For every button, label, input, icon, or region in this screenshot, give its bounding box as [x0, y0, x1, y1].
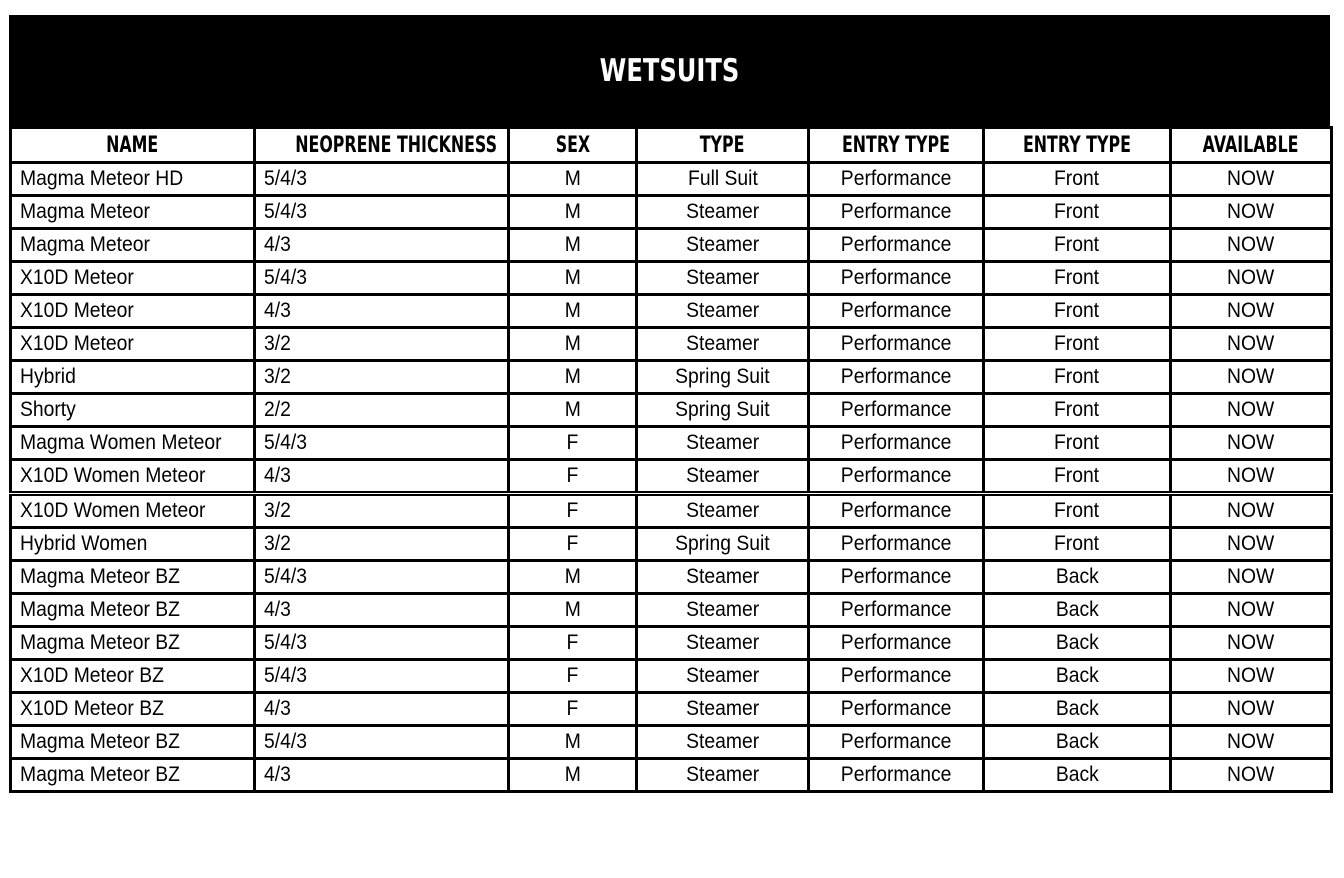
- cell-sex: F: [509, 460, 637, 494]
- cell-type: Steamer: [637, 295, 809, 328]
- cell-name: Magma Meteor HD: [11, 163, 255, 196]
- cell-available: NOW: [1171, 528, 1332, 561]
- cell-type: Steamer: [637, 759, 809, 792]
- cell-entry-type-2: Back: [984, 561, 1171, 594]
- cell-available: NOW: [1171, 759, 1332, 792]
- cell-entry-type-2: Front: [984, 229, 1171, 262]
- table-row: [11, 759, 1332, 792]
- cell-entry-type: Performance: [809, 726, 984, 759]
- cell-sex: M: [509, 229, 637, 262]
- cell-type: Steamer: [637, 627, 809, 660]
- header-row: [11, 128, 1332, 163]
- cell-entry-type-2: Front: [984, 460, 1171, 494]
- cell-type: Steamer: [637, 693, 809, 726]
- wetsuits-table-container: [9, 15, 1330, 793]
- cell-sex: F: [509, 528, 637, 561]
- cell-type: Steamer: [637, 196, 809, 229]
- cell-entry-type-2: Back: [984, 594, 1171, 627]
- table-row: [11, 660, 1332, 693]
- cell-name: X10D Meteor BZ: [11, 693, 255, 726]
- cell-neoprene-thickness: 2/2: [255, 394, 509, 427]
- cell-name: Magma Women Meteor: [11, 427, 255, 460]
- cell-available: NOW: [1171, 394, 1332, 427]
- cell-name: Hybrid: [11, 361, 255, 394]
- cell-entry-type: Performance: [809, 494, 984, 528]
- cell-entry-type: Performance: [809, 594, 984, 627]
- cell-entry-type: Performance: [809, 394, 984, 427]
- cell-entry-type: Performance: [809, 163, 984, 196]
- cell-type: Steamer: [637, 561, 809, 594]
- column-header-type: TYPE: [637, 128, 809, 163]
- cell-available: NOW: [1171, 627, 1332, 660]
- cell-sex: M: [509, 361, 637, 394]
- cell-type: Steamer: [637, 229, 809, 262]
- cell-type: Full Suit: [637, 163, 809, 196]
- table-title: WETSUITS: [154, 15, 1184, 126]
- cell-available: NOW: [1171, 460, 1332, 494]
- cell-available: NOW: [1171, 660, 1332, 693]
- wetsuits-table: [9, 126, 1333, 793]
- cell-entry-type: Performance: [809, 528, 984, 561]
- cell-name: X10D Women Meteor: [11, 460, 255, 494]
- cell-name: X10D Meteor BZ: [11, 660, 255, 693]
- cell-name: Magma Meteor: [11, 229, 255, 262]
- cell-type: Spring Suit: [637, 361, 809, 394]
- cell-type: Spring Suit: [637, 394, 809, 427]
- cell-entry-type: Performance: [809, 693, 984, 726]
- cell-neoprene-thickness: 4/3: [255, 295, 509, 328]
- cell-name: Magma Meteor BZ: [11, 627, 255, 660]
- cell-type: Steamer: [637, 460, 809, 494]
- cell-sex: F: [509, 627, 637, 660]
- cell-entry-type: Performance: [809, 196, 984, 229]
- cell-entry-type-2: Front: [984, 295, 1171, 328]
- cell-available: NOW: [1171, 594, 1332, 627]
- table-row: [11, 726, 1332, 759]
- cell-neoprene-thickness: 3/2: [255, 494, 509, 528]
- cell-entry-type: Performance: [809, 328, 984, 361]
- cell-entry-type-2: Front: [984, 494, 1171, 528]
- cell-name: Shorty: [11, 394, 255, 427]
- cell-neoprene-thickness: 4/3: [255, 759, 509, 792]
- cell-sex: M: [509, 561, 637, 594]
- cell-available: NOW: [1171, 726, 1332, 759]
- cell-available: NOW: [1171, 361, 1332, 394]
- cell-sex: M: [509, 594, 637, 627]
- table-row: [11, 594, 1332, 627]
- cell-name: Magma Meteor BZ: [11, 594, 255, 627]
- cell-available: NOW: [1171, 262, 1332, 295]
- cell-entry-type: Performance: [809, 627, 984, 660]
- cell-entry-type: Performance: [809, 427, 984, 460]
- cell-sex: M: [509, 196, 637, 229]
- cell-sex: M: [509, 295, 637, 328]
- cell-name: Magma Meteor: [11, 196, 255, 229]
- cell-entry-type: Performance: [809, 460, 984, 494]
- cell-sex: F: [509, 693, 637, 726]
- cell-name: Magma Meteor BZ: [11, 726, 255, 759]
- table-row: [11, 361, 1332, 394]
- cell-type: Steamer: [637, 660, 809, 693]
- column-header-entry-type: ENTRY TYPE: [809, 128, 984, 163]
- cell-entry-type-2: Back: [984, 627, 1171, 660]
- cell-entry-type-2: Back: [984, 693, 1171, 726]
- table-body: [11, 163, 1332, 792]
- column-header-entry-type-2: ENTRY TYPE: [984, 128, 1171, 163]
- cell-name: X10D Women Meteor: [11, 494, 255, 528]
- cell-entry-type-2: Front: [984, 262, 1171, 295]
- cell-available: NOW: [1171, 427, 1332, 460]
- cell-neoprene-thickness: 5/4/3: [255, 196, 509, 229]
- cell-neoprene-thickness: 5/4/3: [255, 561, 509, 594]
- cell-type: Steamer: [637, 328, 809, 361]
- cell-sex: M: [509, 262, 637, 295]
- table-row: [11, 528, 1332, 561]
- cell-type: Steamer: [637, 726, 809, 759]
- table-row: [11, 196, 1332, 229]
- cell-type: Steamer: [637, 494, 809, 528]
- cell-entry-type-2: Front: [984, 361, 1171, 394]
- cell-entry-type: Performance: [809, 361, 984, 394]
- column-header-neoprene-thickness: NEOPRENE THICKNESS: [255, 128, 509, 163]
- cell-neoprene-thickness: 5/4/3: [255, 163, 509, 196]
- cell-sex: M: [509, 328, 637, 361]
- table-row: [11, 394, 1332, 427]
- cell-entry-type-2: Back: [984, 726, 1171, 759]
- cell-sex: M: [509, 759, 637, 792]
- cell-entry-type-2: Front: [984, 196, 1171, 229]
- table-row: [11, 295, 1332, 328]
- cell-name: Magma Meteor BZ: [11, 561, 255, 594]
- column-header-sex: SEX: [509, 128, 637, 163]
- cell-available: NOW: [1171, 196, 1332, 229]
- table-row: [11, 229, 1332, 262]
- cell-available: NOW: [1171, 295, 1332, 328]
- cell-name: X10D Meteor: [11, 262, 255, 295]
- cell-entry-type-2: Back: [984, 759, 1171, 792]
- table-row: [11, 427, 1332, 460]
- column-header-available: AVAILABLE: [1171, 128, 1332, 163]
- cell-name: Hybrid Women: [11, 528, 255, 561]
- cell-sex: F: [509, 494, 637, 528]
- cell-available: NOW: [1171, 693, 1332, 726]
- cell-neoprene-thickness: 3/2: [255, 328, 509, 361]
- cell-neoprene-thickness: 5/4/3: [255, 262, 509, 295]
- cell-neoprene-thickness: 3/2: [255, 361, 509, 394]
- table-row: [11, 693, 1332, 726]
- cell-sex: M: [509, 163, 637, 196]
- cell-entry-type-2: Front: [984, 528, 1171, 561]
- cell-neoprene-thickness: 5/4/3: [255, 660, 509, 693]
- cell-sex: F: [509, 427, 637, 460]
- cell-type: Steamer: [637, 262, 809, 295]
- cell-entry-type: Performance: [809, 660, 984, 693]
- table-row: [11, 328, 1332, 361]
- cell-entry-type-2: Back: [984, 660, 1171, 693]
- table-row: [11, 561, 1332, 594]
- column-header-name: NAME: [11, 128, 255, 163]
- cell-type: Steamer: [637, 594, 809, 627]
- cell-type: Steamer: [637, 427, 809, 460]
- cell-available: NOW: [1171, 229, 1332, 262]
- cell-entry-type: Performance: [809, 759, 984, 792]
- cell-name: Magma Meteor BZ: [11, 759, 255, 792]
- cell-neoprene-thickness: 4/3: [255, 594, 509, 627]
- table-row: [11, 627, 1332, 660]
- cell-neoprene-thickness: 5/4/3: [255, 726, 509, 759]
- cell-name: X10D Meteor: [11, 295, 255, 328]
- cell-neoprene-thickness: 3/2: [255, 528, 509, 561]
- cell-neoprene-thickness: 5/4/3: [255, 627, 509, 660]
- cell-entry-type: Performance: [809, 229, 984, 262]
- cell-sex: M: [509, 726, 637, 759]
- cell-entry-type: Performance: [809, 561, 984, 594]
- cell-entry-type-2: Front: [984, 427, 1171, 460]
- table-row: [11, 494, 1332, 528]
- table-row: [11, 262, 1332, 295]
- cell-neoprene-thickness: 4/3: [255, 460, 509, 494]
- cell-available: NOW: [1171, 494, 1332, 528]
- cell-neoprene-thickness: 4/3: [255, 229, 509, 262]
- cell-name: X10D Meteor: [11, 328, 255, 361]
- table-row: [11, 163, 1332, 196]
- cell-available: NOW: [1171, 163, 1332, 196]
- cell-entry-type-2: Front: [984, 163, 1171, 196]
- title-banner: [9, 15, 1330, 126]
- table-row: [11, 460, 1332, 494]
- cell-neoprene-thickness: 5/4/3: [255, 427, 509, 460]
- cell-entry-type: Performance: [809, 262, 984, 295]
- cell-available: NOW: [1171, 561, 1332, 594]
- cell-sex: M: [509, 394, 637, 427]
- cell-entry-type-2: Front: [984, 394, 1171, 427]
- cell-available: NOW: [1171, 328, 1332, 361]
- cell-entry-type-2: Front: [984, 328, 1171, 361]
- cell-entry-type: Performance: [809, 295, 984, 328]
- cell-neoprene-thickness: 4/3: [255, 693, 509, 726]
- cell-type: Spring Suit: [637, 528, 809, 561]
- cell-sex: F: [509, 660, 637, 693]
